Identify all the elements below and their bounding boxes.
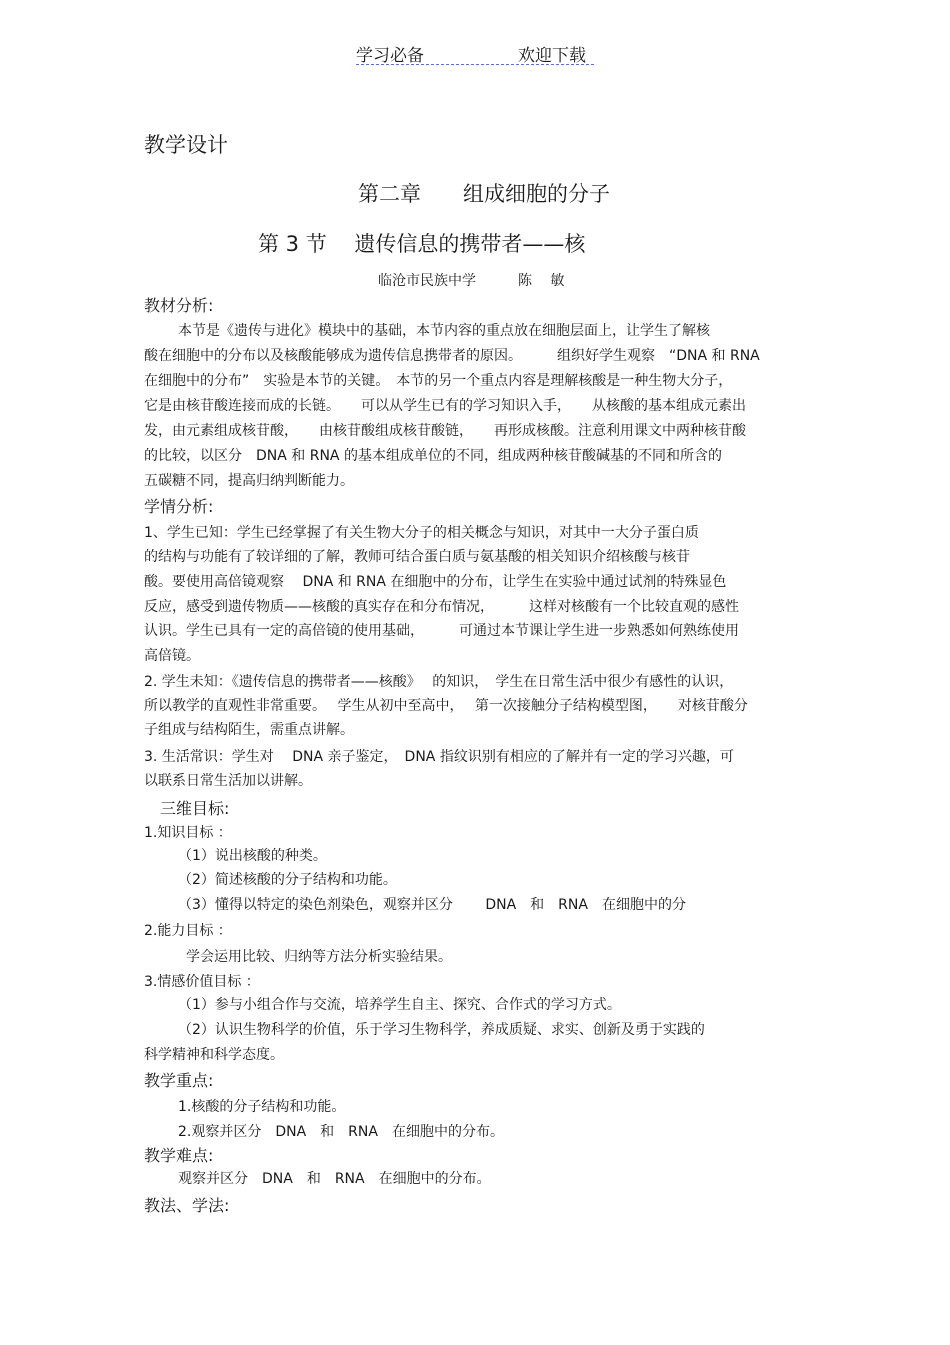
header-divider	[356, 64, 594, 65]
knowledge-goal-item: （1）说出核酸的种类。	[178, 848, 327, 864]
key-point-item: 2.观察并区分 DNA 和 RNA 在细胞中的分布。	[178, 1124, 504, 1140]
paragraph-line: 它是由核苷酸连接而成的长链。 可以从学生已有的学习知识入手， 从核酸的基本组成元素出	[144, 398, 746, 414]
paragraph-line: 反应，感受到遗传物质——核酸的真实存在和分布情况， 这样对核酸有一个比较直观的感性	[144, 599, 739, 615]
difficulty-item: 观察并区分 DNA 和 RNA 在细胞中的分布。	[178, 1171, 491, 1187]
paragraph-line: 1、学生已知：学生已经掌握了有关生物大分子的相关概念与知识，对其中一大分子蛋白质	[144, 525, 699, 541]
textbook-analysis-heading: 教材分析:	[144, 296, 214, 315]
chapter-title: 第二章 组成细胞的分子	[358, 182, 610, 206]
section-title: 第 3 节 遗传信息的携带者——核	[258, 232, 586, 256]
paragraph-line: 所以教学的直观性非常重要。 学生从初中至高中， 第一次接触分子结构模型图， 对核苷酸分	[144, 698, 748, 714]
paragraph-line: 发，由元素组成核苷酸， 由核苷酸组成核苷酸链， 再形成核酸。注意利用课文中两种核苷酸	[144, 423, 746, 439]
paragraph-line: 酸在细胞中的分布以及核酸能够成为遗传信息携带者的原因。 组织好学生观察 “DNA 和 RNA	[144, 348, 760, 364]
emotion-goal-item: 科学精神和科学态度。	[144, 1047, 284, 1063]
header-right-text: 欢迎下载	[518, 46, 586, 66]
author-line: 临沧市民族中学 陈 敏	[378, 273, 565, 289]
student-analysis-heading: 学情分析:	[144, 497, 214, 516]
paragraph-line: 五碳糖不同，提高归纳判断能力。	[144, 473, 354, 489]
objectives-heading: 三维目标:	[160, 799, 230, 818]
methods-heading: 教法、学法:	[144, 1196, 230, 1215]
paragraph-line: 子组成与结构陌生，需重点讲解。	[144, 722, 354, 738]
emotion-goal-label: 3.情感价值目标 ：	[144, 974, 260, 990]
paragraph-line: 酸。要使用高倍镜观察 DNA 和 RNA 在细胞中的分布，让学生在实验中通过试剂的特殊显色	[144, 574, 727, 590]
paragraph-line: 以联系日常生活加以讲解。	[144, 773, 312, 789]
emotion-goal-item: （1）参与小组合作与交流，培养学生自主、探究、合作式的学习方式。	[178, 997, 621, 1013]
knowledge-goal-label: 1.知识目标 ：	[144, 825, 232, 841]
document-type-title: 教学设计	[144, 133, 228, 157]
header-left-text: 学习必备	[356, 46, 424, 66]
ability-goal-label: 2.能力目标 ：	[144, 923, 232, 939]
key-points-heading: 教学重点:	[144, 1071, 214, 1090]
emotion-goal-item: （2）认识生物科学的价值，乐于学习生物科学，养成质疑、求实、创新及勇于实践的	[178, 1022, 705, 1038]
paragraph-line: 在细胞中的分布” 实验是本节的关键。 本节的另一个重点内容是理解核酸是一种生物大分子，	[144, 373, 733, 389]
difficulties-heading: 教学难点:	[144, 1146, 214, 1165]
paragraph-line: 认识。学生已具有一定的高倍镜的使用基础， 可通过本节课让学生进一步熟悉如何熟练使用	[144, 623, 739, 639]
knowledge-goal-item: （2）简述核酸的分子结构和功能。	[178, 872, 397, 888]
paragraph-line: 的结构与功能有了较详细的了解，教师可结合蛋白质与氨基酸的相关知识介绍核酸与核苷	[144, 549, 690, 565]
paragraph-line: 的比较，以区分 DNA 和 RNA 的基本组成单位的不同，组成两种核苷酸碱基的不同和所含的	[144, 448, 722, 464]
paragraph-line: 本节是《遗传与进化》模块中的基础，本节内容的重点放在细胞层面上，让学生了解核	[178, 323, 710, 339]
ability-goal-item: 学会运用比较、归纳等方法分析实验结果。	[186, 949, 452, 965]
paragraph-line: 3. 生活常识：学生对 DNA 亲子鉴定， DNA 指纹识别有相应的了解并有一定的学习兴趣，可	[144, 749, 734, 765]
key-point-item: 1.核酸的分子结构和功能。	[178, 1099, 346, 1115]
paragraph-line: 2. 学生未知：《遗传信息的携带者——核酸》 的知识， 学生在日常生活中很少有感性的认识，	[144, 674, 734, 690]
paragraph-line: 高倍镜。	[144, 648, 200, 664]
knowledge-goal-item: （3）懂得以特定的染色剂染色，观察并区分 DNA 和 RNA 在细胞中的分	[178, 897, 686, 913]
